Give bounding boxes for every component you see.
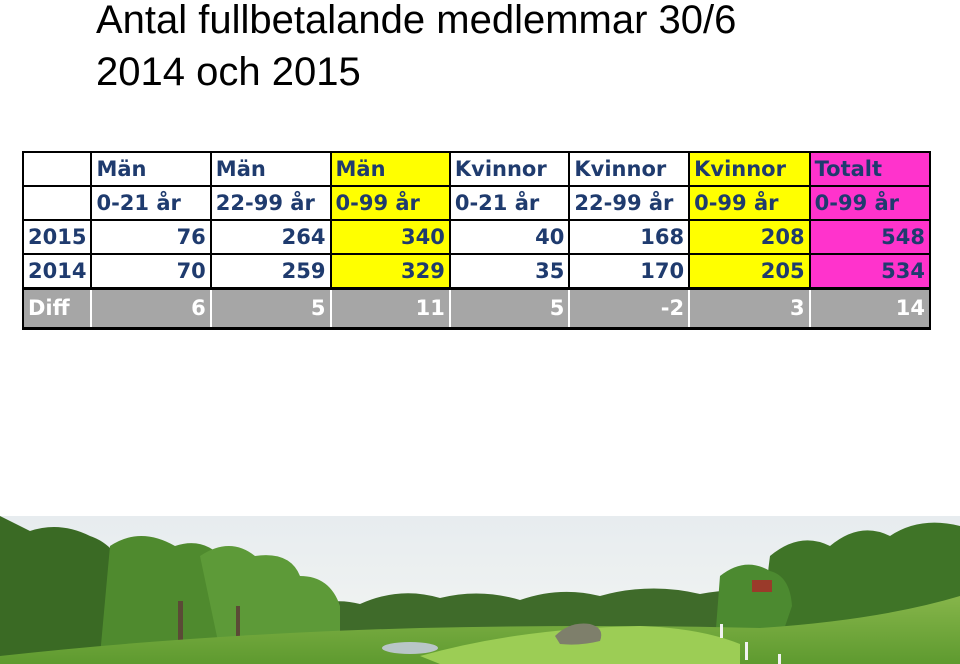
- table-cell: 5: [450, 288, 570, 328]
- header-row-groups: [23, 152, 930, 186]
- diff-row: [23, 288, 930, 328]
- header-group: Kvinnor: [689, 152, 810, 186]
- table-cell: 329: [331, 254, 450, 288]
- row-label: Diff: [23, 288, 91, 328]
- corner-cell: [23, 152, 91, 186]
- table-cell: 76: [91, 220, 210, 254]
- header-group: Män: [91, 152, 210, 186]
- table-row: [23, 220, 930, 254]
- golf-course-photo: [0, 516, 960, 664]
- table-cell: -2: [569, 288, 689, 328]
- membership-table: [22, 151, 931, 330]
- row-label: 2015: [23, 220, 91, 254]
- header-age: 0-99 år: [331, 186, 450, 220]
- table-cell: 534: [810, 254, 930, 288]
- table-cell: 548: [810, 220, 930, 254]
- table-cell: 14: [810, 288, 930, 328]
- table-cell: 168: [569, 220, 689, 254]
- header-group: Kvinnor: [569, 152, 689, 186]
- table-cell: 35: [450, 254, 570, 288]
- header-group: Kvinnor: [450, 152, 570, 186]
- row-label: 2014: [23, 254, 91, 288]
- table-cell: 11: [331, 288, 450, 328]
- header-row-ages: [23, 186, 930, 220]
- title-line-1: Antal fullbetalande medlemmar 30/6: [96, 0, 737, 42]
- table-cell: 3: [689, 288, 810, 328]
- header-age: 0-99 år: [810, 186, 930, 220]
- header-group: Totalt: [810, 152, 930, 186]
- table-cell: 208: [689, 220, 810, 254]
- header-group: Män: [331, 152, 450, 186]
- header-age: 0-99 år: [689, 186, 810, 220]
- header-group: Män: [211, 152, 331, 186]
- table-row: [23, 254, 930, 288]
- table-cell: 259: [211, 254, 331, 288]
- header-age: 0-21 år: [91, 186, 210, 220]
- header-age: 22-99 år: [211, 186, 331, 220]
- table-cell: 70: [91, 254, 210, 288]
- corner-cell: [23, 186, 91, 220]
- page-title: [96, 0, 736, 98]
- table-cell: 170: [569, 254, 689, 288]
- table-cell: 205: [689, 254, 810, 288]
- table-cell: 40: [450, 220, 570, 254]
- header-age: 22-99 år: [569, 186, 689, 220]
- table-cell: 264: [211, 220, 331, 254]
- table-cell: 340: [331, 220, 450, 254]
- header-age: 0-21 år: [450, 186, 570, 220]
- table-cell: 5: [211, 288, 331, 328]
- table-cell: 6: [91, 288, 210, 328]
- landscape-illustration: [0, 516, 960, 664]
- title-line-2: 2014 och 2015: [96, 50, 361, 94]
